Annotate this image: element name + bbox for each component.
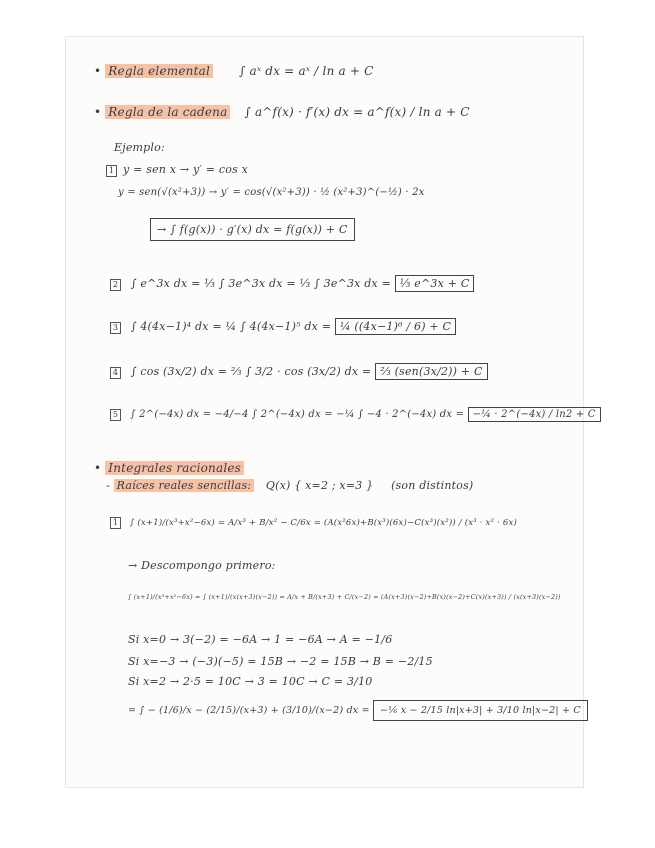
example-3: 3 ∫ 4(4x−1)⁴ dx = ¼ ∫ 4(4x−1)⁵ dx = ¼ ((4x−1)⁶ / 6) + C <box>110 320 456 334</box>
subsection-title: Raíces reales sencillas: <box>114 479 255 492</box>
example-4: 4 ∫ cos (3x/2) dx = ⅔ ∫ 3/2 · cos (3x/2) dx = ⅔ (sen(3x/2)) + C <box>110 365 488 379</box>
final-result-line: = ∫ − (1/6)/x − (2/15)/(x+3) + (3/10)/(x−2) dx = −⅙ x − 2/15 ln|x+3| + 3/10 ln|x−2| + C <box>128 705 588 716</box>
formula: ∫ aˣ dx = aˣ / ln a + C <box>239 64 374 78</box>
item-number: 2 <box>110 279 121 291</box>
example-1-line-2: y = sen(√(x²+3)) → y′ = cos(√(x²+3)) · ½ (x²+3)^(−½) · 2x <box>118 187 425 198</box>
result-box: ⅔ (sen(3x/2)) + C <box>375 363 488 380</box>
solve-a: Si x=0 → 3(−2) = −6A → 1 = −6A → A = −1/6 <box>128 633 393 646</box>
result-box: ⅓ e^3x + C <box>395 275 475 292</box>
section-integrales-racionales: • Integrales racionales <box>94 461 244 475</box>
solve-c: Si x=2 → 2·5 = 10C → 3 = 10C → C = 3/10 <box>128 675 373 688</box>
section-title: Regla elemental <box>105 64 213 78</box>
subsection-raices: - Raíces reales sencillas: Q(x) { x=2 ; x=3 } (son distintos) <box>106 479 474 492</box>
example-label: Ejemplo: <box>114 141 165 154</box>
example-1-line-1: 1 y = sen x → y′ = cos x <box>106 163 248 177</box>
example-5: 5 ∫ 2^(−4x) dx = −4/−4 ∫ 2^(−4x) dx = −¼ ∫ −4 · 2^(−4x) dx = −¼ · 2^(−4x) / ln2 + C <box>110 409 601 421</box>
rational-line-3: ∫ (x+1)/(x³+x²−6x) = ∫ (x+1)/(x(x+3)(x−2)) = A/x + B/(x+3) + C/(x−2) = (A(x+3)(x−2)+B(x)(x−2)+C(x)(x+3)) / (x(x+3)(x−2)) <box>128 593 561 601</box>
section-regla-cadena: • Regla de la cadena ∫ a^f(x) · f′(x) dx = a^f(x) / ln a + C <box>94 105 470 119</box>
formula: ∫ a^f(x) · f′(x) dx = a^f(x) / ln a + C <box>244 105 470 119</box>
result-box: −¼ · 2^(−4x) / ln2 + C <box>468 407 601 422</box>
item-number: 3 <box>110 322 121 334</box>
rational-line-2: → Descompongo primero: <box>128 559 276 572</box>
item-number: 1 <box>106 165 117 177</box>
section-title: Regla de la cadena <box>105 105 230 119</box>
item-number: 1 <box>110 517 121 529</box>
result-box: ¼ ((4x−1)⁶ / 6) + C <box>335 318 456 335</box>
example-2: 2 ∫ e^3x dx = ⅓ ∫ 3e^3x dx = ⅓ ∫ 3e^3x dx = ⅓ e^3x + C <box>110 277 474 291</box>
example-1-line-3: → ∫ f(g(x)) · g′(x) dx = f(g(x)) + C <box>150 223 355 236</box>
notebook-page <box>66 37 596 787</box>
result-box: −⅙ x − 2/15 ln|x+3| + 3/10 ln|x−2| + C <box>373 700 588 721</box>
item-number: 4 <box>110 367 121 379</box>
solve-b: Si x=−3 → (−3)(−5) = 15B → −2 = 15B → B = −2/15 <box>128 655 433 668</box>
section-title: Integrales racionales <box>105 461 244 475</box>
item-number: 5 <box>110 409 121 421</box>
rational-line-1: 1 ∫ (x+1)/(x³+x²−6x) = A/x³ + B/x² − C/6x = (A(x²6x)+B(x³)(6x)−C(x³)(x²)) / (x³ · x² · 6x) <box>110 517 517 529</box>
section-regla-elemental: • Regla elemental ∫ aˣ dx = aˣ / ln a + C <box>94 64 374 78</box>
